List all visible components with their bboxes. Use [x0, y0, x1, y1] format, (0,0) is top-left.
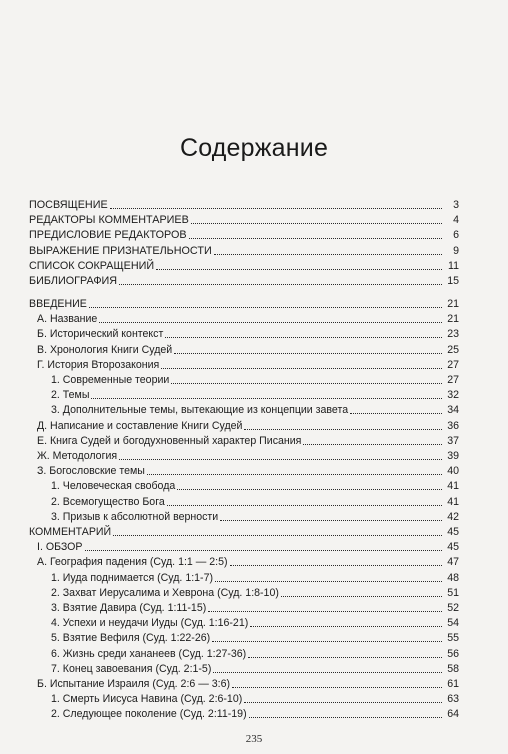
toc-dot-leader	[249, 717, 442, 718]
toc-entry	[29, 553, 459, 569]
toc-entry-page: 15	[447, 275, 459, 287]
toc-entry	[29, 705, 459, 721]
toc-entry-label: ПОСВЯЩЕНИЕ	[29, 199, 108, 211]
toc-entry-page: 64	[447, 708, 459, 721]
toc-entry-label: БИБЛИОГРАФИЯ	[29, 275, 118, 287]
toc-entry-page: 52	[447, 602, 459, 614]
toc-entry-label: Б. Исторический контекст	[37, 328, 164, 341]
toc-entry	[29, 310, 459, 326]
toc-entry-label: 2. Следующее поколение (Суд. 2:11-19)	[51, 708, 247, 721]
toc-entry-label: СПИСОК СОКРАЩЕНИЙ	[29, 259, 155, 272]
toc-entry	[29, 242, 459, 258]
toc-dot-leader	[244, 702, 442, 703]
toc-dot-leader	[174, 353, 442, 354]
toc-entry-page: 27	[447, 374, 459, 386]
toc-entry	[29, 614, 459, 630]
toc-entry-label: 6. Жизнь среди хананеев (Суд. 1:27-36)	[51, 647, 247, 660]
toc-entry-page: 39	[447, 450, 459, 462]
toc-dot-leader	[281, 596, 442, 597]
toc-entry-page: 21	[447, 298, 459, 310]
toc-entry-page: 21	[447, 313, 459, 326]
toc-entry-label: З. Богословские темы	[37, 465, 145, 478]
toc-dot-leader	[189, 238, 442, 239]
toc-entry	[29, 226, 459, 242]
toc-dot-leader	[303, 444, 442, 445]
toc-entry	[29, 629, 459, 645]
toc-entry	[29, 584, 459, 600]
toc-entry-page: 37	[447, 434, 459, 447]
toc-entry	[29, 660, 459, 676]
toc-entry-page: 27	[447, 358, 459, 371]
toc-dot-leader	[167, 505, 442, 506]
toc-dot-leader	[244, 429, 442, 430]
footer-page-number: 235	[245, 733, 263, 745]
toc-entry	[29, 569, 459, 585]
toc-dot-leader	[119, 459, 442, 460]
toc-entry-page: 6	[453, 229, 459, 242]
toc-entry	[29, 295, 459, 311]
toc-dot-leader	[85, 550, 443, 551]
toc-entry	[29, 211, 459, 227]
page-title: Содержание	[179, 134, 329, 162]
toc-entry	[29, 371, 459, 387]
toc-dot-leader	[232, 687, 442, 688]
toc-entry-label: 3. Взятие Давира (Суд. 1:11-15)	[51, 602, 207, 614]
toc-entry	[29, 325, 459, 341]
toc-dot-leader	[89, 307, 442, 308]
toc-dot-leader	[191, 223, 442, 224]
toc-entry-page: 54	[447, 617, 459, 630]
toc-entry-page: 47	[447, 556, 459, 569]
toc-entry-page: 41	[447, 480, 459, 493]
toc-entry	[29, 447, 459, 463]
toc-entry-label: 4. Успехи и неудачи Иуды (Суд. 1:16-21)	[51, 617, 249, 630]
toc-dot-leader	[248, 657, 442, 658]
toc-entry	[29, 523, 459, 539]
toc-entry-label: 2. Всемогущество Бога	[51, 495, 165, 508]
toc-entry	[29, 257, 459, 273]
toc-dot-leader	[177, 489, 442, 490]
toc-entry-label: 1. Человеческая свобода	[51, 480, 176, 493]
toc-entry	[29, 477, 459, 493]
toc-entry-page: 61	[447, 678, 459, 690]
toc-entry-page: 42	[447, 510, 459, 523]
toc-dot-leader	[212, 641, 442, 642]
toc-entry	[29, 645, 459, 661]
toc-entry-page: 9	[453, 244, 459, 257]
toc-entry	[29, 508, 459, 524]
toc-dot-leader	[250, 626, 442, 627]
toc-entry-page: 63	[447, 693, 459, 706]
toc-entry	[29, 386, 459, 402]
toc-dot-leader	[208, 611, 442, 612]
toc-entry-label: 1. Иуда поднимается (Суд. 1:1-7)	[51, 571, 213, 584]
toc-entry-page: 41	[447, 495, 459, 508]
toc-entry-label: А. География падения (Суд. 1:1 — 2:5)	[37, 556, 228, 569]
toc-entry	[29, 401, 459, 417]
toc-entry	[29, 493, 459, 509]
toc-entry-label: РЕДАКТОРЫ КОММЕНТАРИЕВ	[29, 214, 189, 227]
toc-dot-leader	[213, 672, 442, 673]
toc-dot-leader	[113, 535, 442, 536]
toc-entry-label: 5. Взятие Вефиля (Суд. 1:22-26)	[51, 632, 211, 645]
toc-dot-leader	[215, 581, 442, 582]
toc-entry-page: 55	[447, 632, 459, 645]
toc-entry-page: 11	[448, 259, 459, 272]
toc-dot-leader	[99, 322, 442, 323]
toc-entry-page: 56	[447, 647, 459, 660]
toc-entry-page: 25	[447, 343, 459, 356]
toc-entry-page: 36	[447, 419, 459, 432]
toc-entry-page: 40	[447, 465, 459, 478]
toc-entry-label: 1. Современные теории	[51, 374, 170, 386]
toc-entry-page: 23	[447, 328, 459, 341]
toc-entry-label: Ж. Методология	[37, 450, 118, 462]
toc-dot-leader	[147, 474, 442, 475]
toc-entry	[29, 538, 459, 554]
toc-entry-label: В. Хронология Книги Судей	[37, 343, 173, 356]
toc-dot-leader	[110, 208, 442, 209]
toc-entry	[29, 690, 459, 706]
toc-dot-leader	[220, 520, 442, 521]
toc-entry-page: 58	[447, 662, 459, 675]
toc-entry-label: ПРЕДИСЛОВИЕ РЕДАКТОРОВ	[29, 229, 187, 242]
toc-entry-page: 45	[447, 526, 459, 538]
toc-dot-leader	[350, 413, 442, 414]
toc-entry-label: ВЫРАЖЕНИЕ ПРИЗНАТЕЛЬНОСТИ	[29, 244, 212, 257]
toc-dot-leader	[230, 565, 442, 566]
toc-entry-page: 48	[447, 571, 459, 584]
toc-entry-page: 32	[447, 389, 459, 402]
toc-entry-label: Г. История Второзакония	[37, 358, 160, 371]
toc-entry-page: 51	[447, 586, 459, 599]
toc-dot-leader	[156, 269, 442, 270]
toc-entry-label: А. Название	[37, 313, 98, 326]
toc-entry-label: 1. Смерть Иисуса Навина (Суд. 2:6-10)	[51, 693, 243, 706]
toc-entry	[29, 462, 459, 478]
toc-entry-label: 3. Дополнительные темы, вытекающие из концепции завета	[51, 404, 349, 417]
toc-dot-leader	[91, 398, 442, 399]
toc-entry	[29, 356, 459, 372]
toc-entry-page: 3	[453, 199, 459, 211]
toc-entry-label: КОММЕНТАРИЙ	[29, 526, 112, 538]
toc-entry	[29, 341, 459, 357]
toc-entry-label: I. ОБЗОР	[37, 541, 83, 554]
toc-entry-label: 3. Призыв к абсолютной верности	[51, 510, 219, 523]
toc-dot-leader	[119, 284, 442, 285]
toc-entry-label: 2. Темы	[51, 389, 90, 402]
toc-dot-leader	[165, 337, 442, 338]
toc-entry	[29, 432, 459, 448]
toc-entry	[29, 675, 459, 691]
toc-entry-label: 2. Захват Иерусалима и Хеврона (Суд. 1:8-10)	[51, 586, 279, 599]
toc-entry-label: ВВЕДЕНИЕ	[29, 298, 87, 310]
toc-entry-page: 45	[447, 541, 459, 554]
toc-entry-page: 4	[453, 214, 459, 227]
toc-entry	[29, 272, 459, 288]
toc-entry-label: Б. Испытание Израиля (Суд. 2:6 — 3:6)	[37, 678, 231, 690]
toc-entry	[29, 417, 459, 433]
toc-entry-page: 34	[447, 404, 459, 417]
toc-entry-label: Е. Книга Судей и богодухновенный характер Писания	[37, 434, 302, 447]
toc-entry-label: Д. Написание и составление Книги Судей	[37, 419, 243, 432]
toc-entry-label: 7. Конец завоевания (Суд. 2:1-5)	[51, 662, 212, 675]
toc-dot-leader	[161, 368, 442, 369]
toc-dot-leader	[171, 383, 442, 384]
toc-dot-leader	[214, 254, 442, 255]
toc-entry	[29, 196, 459, 212]
toc-entry	[29, 599, 459, 615]
